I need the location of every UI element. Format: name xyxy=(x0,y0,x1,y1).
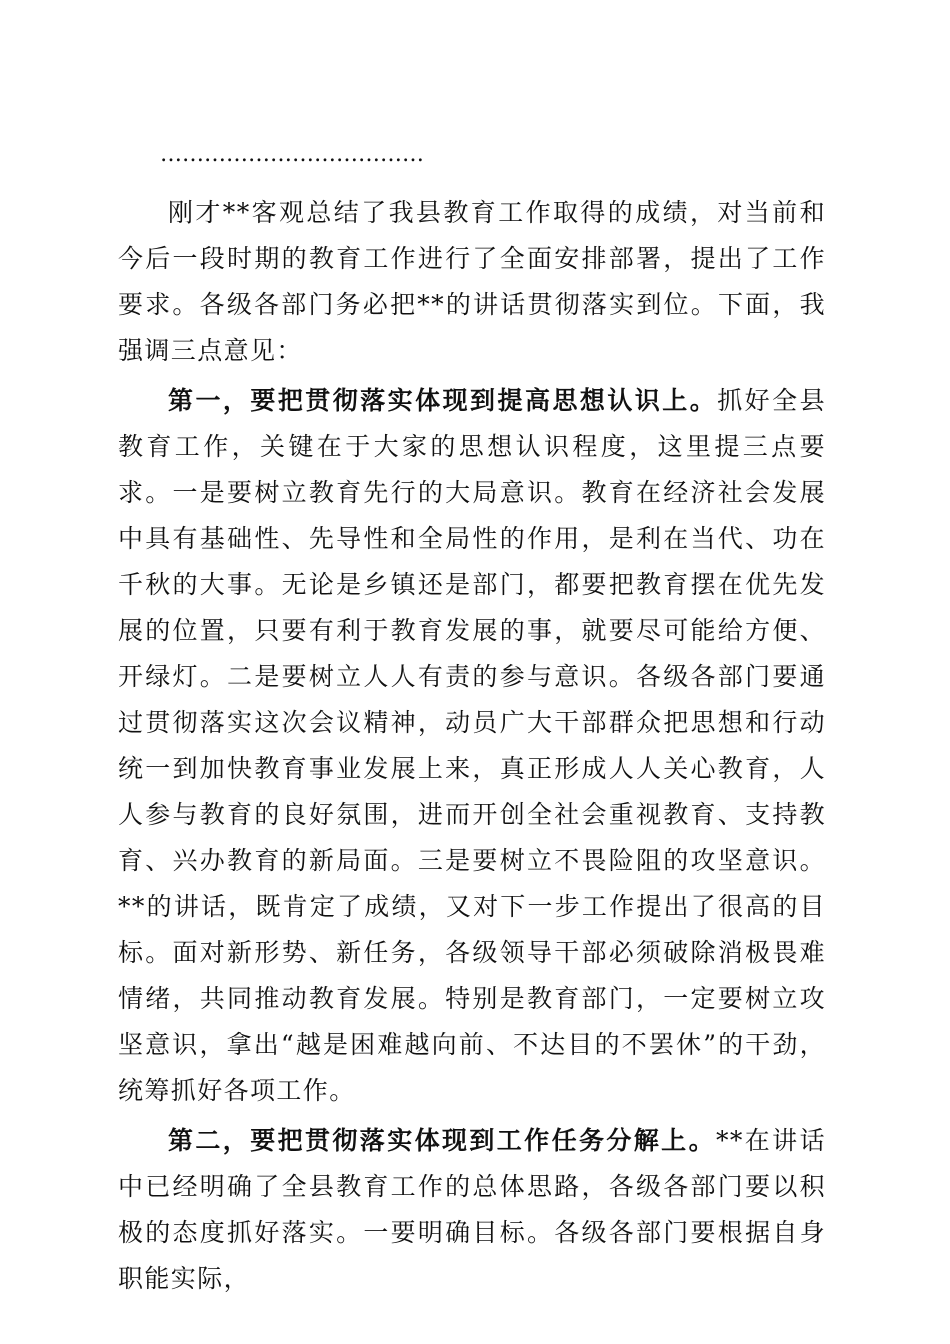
paragraph-intro xyxy=(118,190,826,374)
paragraph-second-point xyxy=(118,1118,826,1302)
paragraph-heading: 第二，要把贯彻落实体现到工作任务分解上。 xyxy=(168,1126,716,1155)
paragraph-heading: 第一，要把贯彻落实体现到提高思想认识上。 xyxy=(168,386,718,415)
paragraph-text: 抓好全县教育工作，关键在于大家的思想认识程度，这里提三点要求。一是要树立教育先行的大局意识。教育在经济社会发展中具有基础性、先导性和全局性的作用，是利在当代、功在千秋的大事。无论是乡镇还是部门，都要把教育摆在优先发展的位置，只要有利于教育发展的事，就要尽可能给方便、开绿灯。二是要树立人人有责的参与意识。各级各部门要通过贯彻落实这次会议精神，动员广大干部群众把思想和行动统一到加快教育事业发展上来，真正形成人人关心教育，人人参与教育的良好氛围，进而开创全社会重视教育、支持教育、兴办教育的新局面。三是要树立不畏险阻的攻坚意识。**的讲话，既肯定了成绩，又对下一步工作提出了很高的目标。面对新形势、新任务，各级领导干部必须破除消极畏难情绪，共同推动教育发展。特别是教育部门，一定要树立攻坚意识，拿出“越是困难越向前、不达目的不罢休”的干劲，统筹抓好各项工作。 xyxy=(118,386,826,1105)
document-body xyxy=(118,190,826,1302)
paragraph-text: 刚才**客观总结了我县教育工作取得的成绩，对当前和今后一段时期的教育工作进行了全面安排部署，提出了工作要求。各级各部门务必把**的讲话贯彻落实到位。下面，我强调三点意见： xyxy=(118,198,826,365)
paragraph-text: **在讲话中已经明确了全县教育工作的总体思路，各级各部门要以积极的态度抓好落实。一要明确目标。各级各部门要根据自身职能实际， xyxy=(118,1126,826,1293)
ellipsis-line: ……………………………… xyxy=(160,142,424,167)
paragraph-first-point xyxy=(118,378,826,1114)
